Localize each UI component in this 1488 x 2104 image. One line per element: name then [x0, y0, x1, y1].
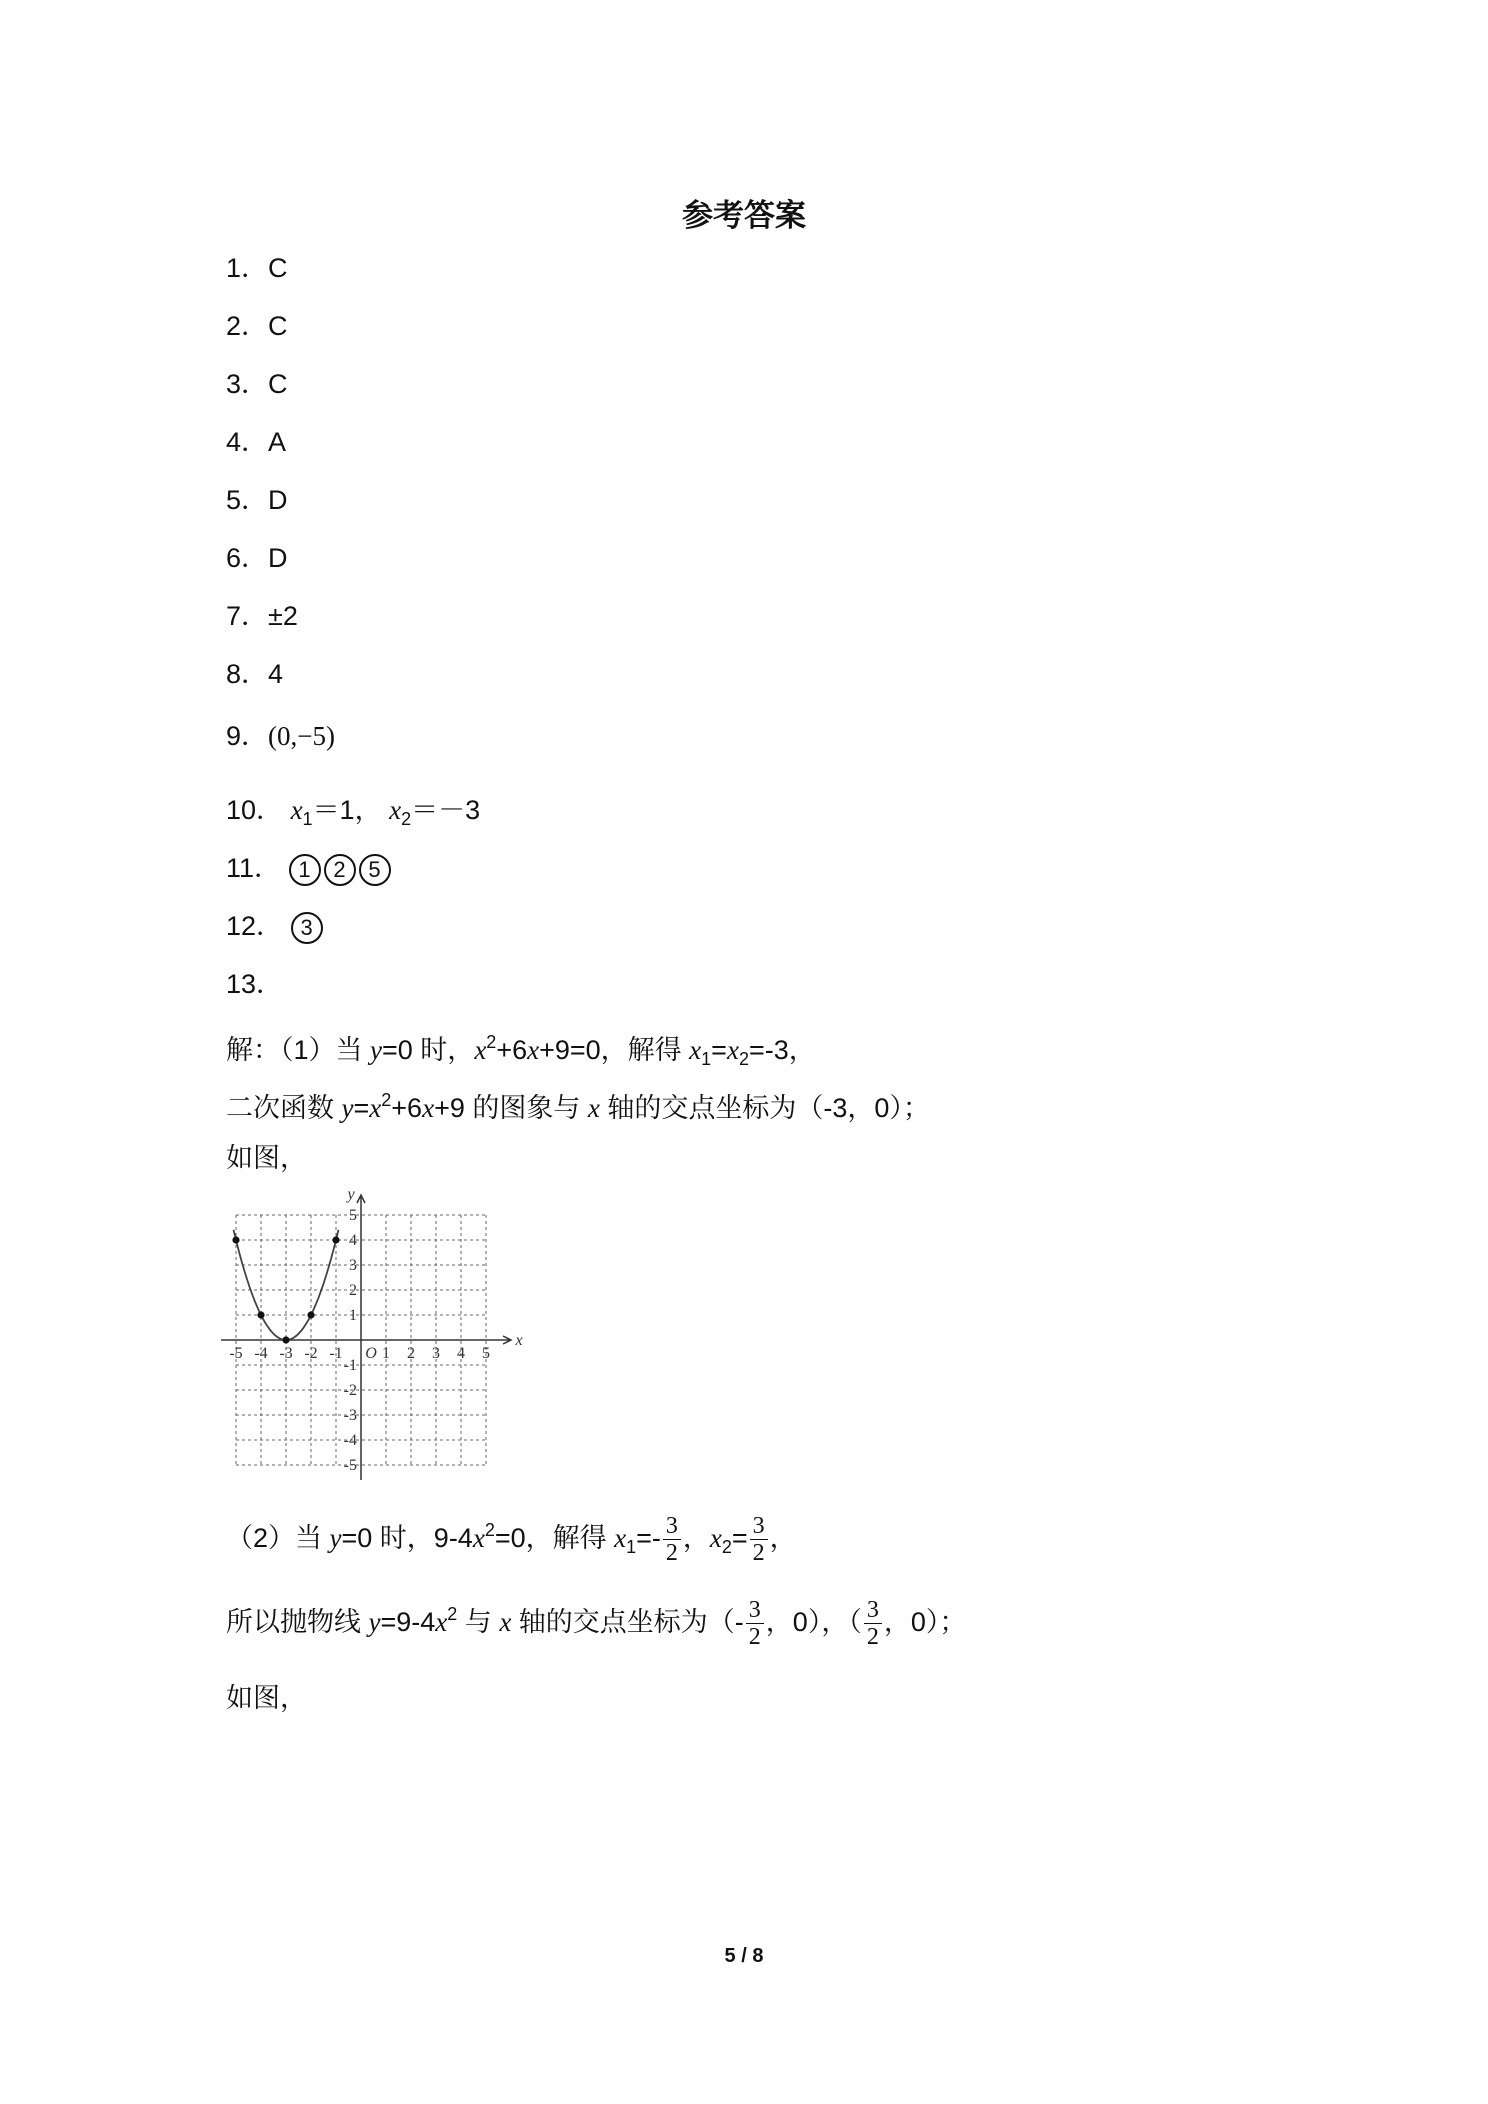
solution-part1-line2: 二次函数 $y=x^2+6x+9$ 的图象与 x 轴的交点坐标为（-3，0）； — [226, 1090, 930, 1123]
circled-number: 2 — [324, 854, 356, 886]
graph-labels — [229, 1186, 522, 1474]
parabola-graph — [218, 1186, 523, 1488]
x-tick-label: -1 — [329, 1345, 343, 1362]
y-tick-label: 3 — [349, 1257, 357, 1274]
x-tick-label: -4 — [254, 1345, 268, 1362]
graph-point — [257, 1311, 264, 1318]
solution-part1-line1: 解：（1）当 y=0 时，$x^2+6x+9=0$，解得 $x_1=x_2=-3$， — [226, 1032, 816, 1069]
answer-13: 13． — [226, 969, 284, 999]
answer-7: 7．±2 — [226, 601, 298, 631]
x-tick-label: -2 — [304, 1345, 318, 1362]
x-tick-label: 2 — [407, 1345, 415, 1362]
y-tick-label: 5 — [349, 1207, 357, 1224]
y-tick-label: -4 — [343, 1432, 357, 1449]
y-tick-label: -5 — [343, 1457, 357, 1474]
circled-number: 3 — [291, 912, 323, 944]
solution-part2-line3: 如图， — [226, 1683, 307, 1713]
y-axis-label: y — [347, 1186, 355, 1203]
y-tick-label: 4 — [349, 1232, 357, 1249]
circled-number: 5 — [359, 854, 391, 886]
origin-label: O — [365, 1345, 377, 1362]
graph-point — [232, 1236, 239, 1243]
graph-point — [282, 1336, 289, 1343]
graph-point — [307, 1311, 314, 1318]
answer-5: 5．D — [226, 485, 288, 515]
x-tick-label: -3 — [279, 1345, 293, 1362]
answer-4: 4．A — [226, 427, 287, 457]
answer-11: 11． 1 2 5 — [226, 850, 394, 886]
y-tick-label: -2 — [343, 1382, 357, 1399]
solution-part2-line1: （2）当 y=0 时，$9-4x^2=0$，解得 $x_1=-$ $\frac{3}{2}$ ，$x_2=$ $\frac{3}{2}$ ， — [226, 1513, 797, 1567]
x-tick-label: 3 — [432, 1345, 440, 1362]
fraction: $\frac{3}{2}$ — [864, 1597, 882, 1650]
page-number: 5 / 8 — [724, 1945, 764, 1967]
fraction: $\frac{3}{2}$ — [663, 1513, 681, 1566]
x-tick-label: 5 — [482, 1345, 490, 1362]
x-tick-label: 4 — [457, 1345, 465, 1362]
y-tick-label: -3 — [343, 1407, 357, 1424]
fraction: $\frac{3}{2}$ — [750, 1513, 768, 1566]
answer-6: 6．D — [226, 543, 288, 573]
x-tick-label: 1 — [382, 1345, 390, 1362]
fraction: $\frac{3}{2}$ — [746, 1597, 764, 1650]
y-tick-label: -1 — [343, 1357, 357, 1374]
solution-part2-line2: 所以抛物线 $y=9-4x^2$ 与 x 轴的交点坐标为（- $\frac{3}{2}$ ，0），（ $\frac{3}{2}$ ，0）； — [226, 1597, 967, 1651]
answer-2: 2．C — [226, 311, 288, 341]
answer-8: 8．4 — [226, 659, 284, 689]
circled-number: 1 — [289, 854, 321, 886]
y-tick-label: 2 — [349, 1282, 357, 1299]
solution-part1-line3: 如图， — [226, 1143, 307, 1173]
answer-12: 12． 3 — [226, 908, 326, 944]
answer-10: 10． $x_1=1$， $x_2=-3$ — [226, 795, 481, 829]
page-title: 参考答案 — [682, 198, 806, 234]
x-axis-label: x — [515, 1332, 523, 1349]
y-tick-label: 1 — [349, 1307, 357, 1324]
graph-axes — [221, 1195, 511, 1480]
answer-1: 1．C — [226, 253, 288, 283]
graph-point — [332, 1236, 339, 1243]
x-tick-label: -5 — [229, 1345, 243, 1362]
answer-3: 3．C — [226, 369, 288, 399]
answer-9: 9．(0,−5) — [226, 721, 335, 751]
